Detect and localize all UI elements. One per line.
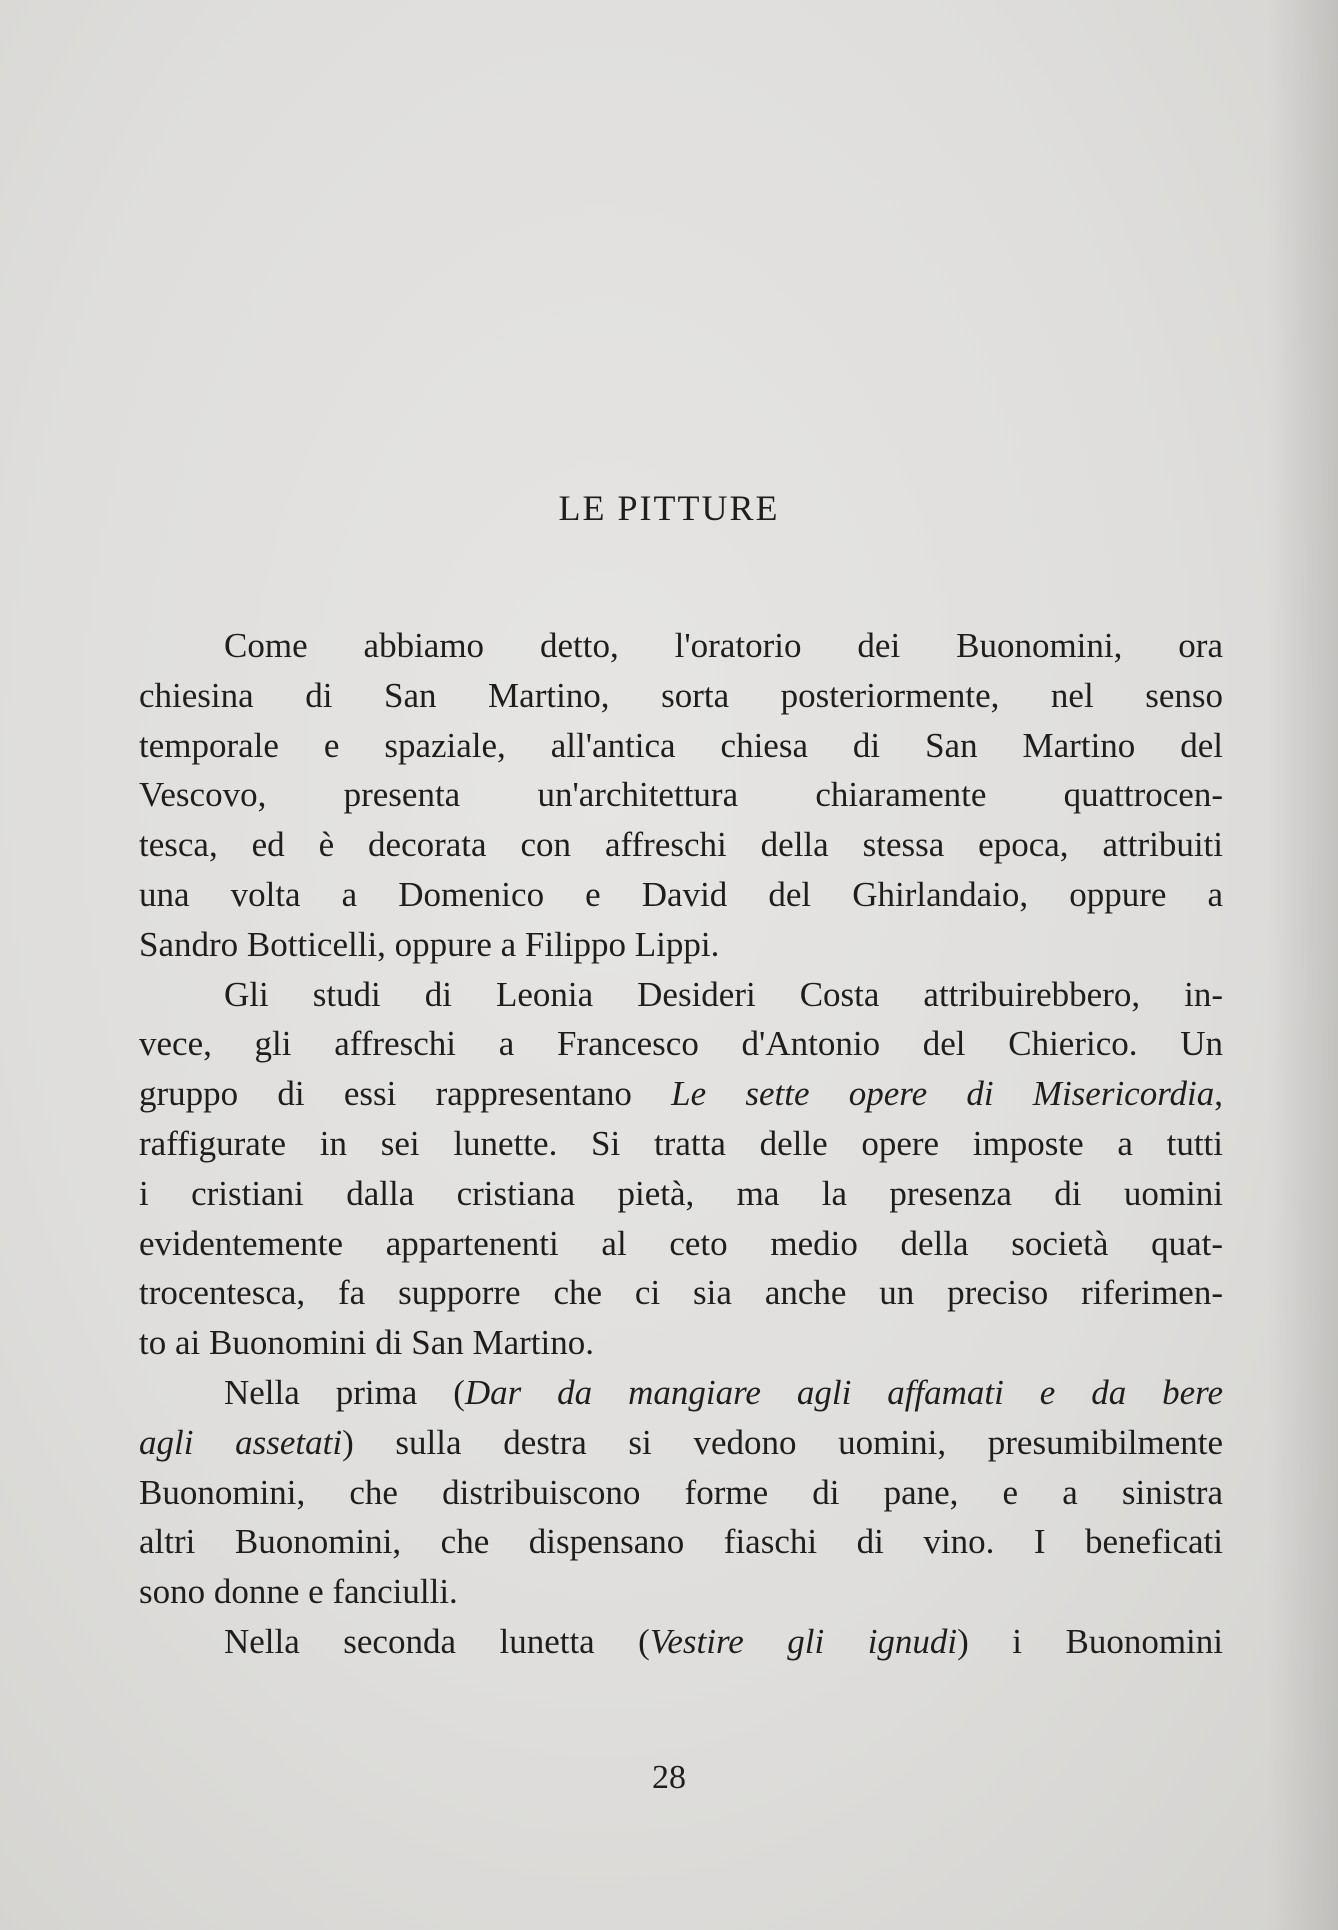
page-edge-shadow <box>1268 0 1338 1930</box>
text-line: una volta a Domenico e David del Ghirlandaio, oppure a <box>139 874 1223 914</box>
chapter-title: LE PITTURE <box>558 488 780 528</box>
text-line: i cristiani dalla cristiana pietà, ma la presenza di uomini <box>139 1173 1223 1213</box>
text-line: vece, gli affreschi a Francesco d'Antonio del Chierico. Un <box>139 1024 1223 1064</box>
italic-title: Vestire gli ignudi <box>649 1621 958 1661</box>
text-line: trocentesca, fa supporre che ci sia anche un preciso riferimen- <box>139 1273 1223 1313</box>
text-line: evidentemente appartenenti al ceto medio della società quat- <box>139 1223 1223 1263</box>
text-line: Buonomini, che distribuiscono forme di pane, e a sinistra <box>139 1472 1223 1512</box>
text-line: gruppo di essi rappresentano Le sette opere di Misericordia, <box>139 1074 1223 1114</box>
text-line: Nella prima (Dar da mangiare agli affamati e da bere <box>224 1372 1223 1412</box>
text-line: Sandro Botticelli, oppure a Filippo Lippi. <box>139 924 720 964</box>
text-line: chiesina di San Martino, sorta posteriormente, nel senso <box>139 675 1223 715</box>
text-line: tesca, ed è decorata con affreschi della stessa epoca, attribuiti <box>139 825 1223 865</box>
italic-title: Le sette opere di Misericordia <box>671 1074 1215 1114</box>
text-line: altri Buonomini, che dispensano fiaschi di vino. I beneficati <box>139 1522 1223 1562</box>
text-line: Vescovo, presenta un'architettura chiaramente quattrocen- <box>139 775 1223 815</box>
body-text <box>139 621 1223 1667</box>
text-line: raffigurate in sei lunette. Si tratta delle opere imposte a tutti <box>139 1123 1223 1163</box>
page-number: 28 <box>652 1759 686 1796</box>
text-line: to ai Buonomini di San Martino. <box>139 1323 594 1363</box>
italic-title: agli assetati <box>139 1422 343 1462</box>
text-line: sono donne e fanciulli. <box>139 1572 458 1612</box>
text-line: temporale e spaziale, all'antica chiesa di San Martino del <box>139 725 1223 765</box>
text-line: Gli studi di Leonia Desideri Costa attribuirebbero, in- <box>224 974 1223 1014</box>
text-line: agli assetati) sulla destra si vedono uomini, presumibilmente <box>139 1422 1223 1462</box>
text-line: Come abbiamo detto, l'oratorio dei Buonomini, ora <box>224 626 1223 665</box>
italic-title: Dar da mangiare agli affamati e da bere <box>464 1372 1223 1412</box>
text-line: Nella seconda lunetta (Vestire gli ignudi) i Buonomini <box>224 1621 1223 1661</box>
